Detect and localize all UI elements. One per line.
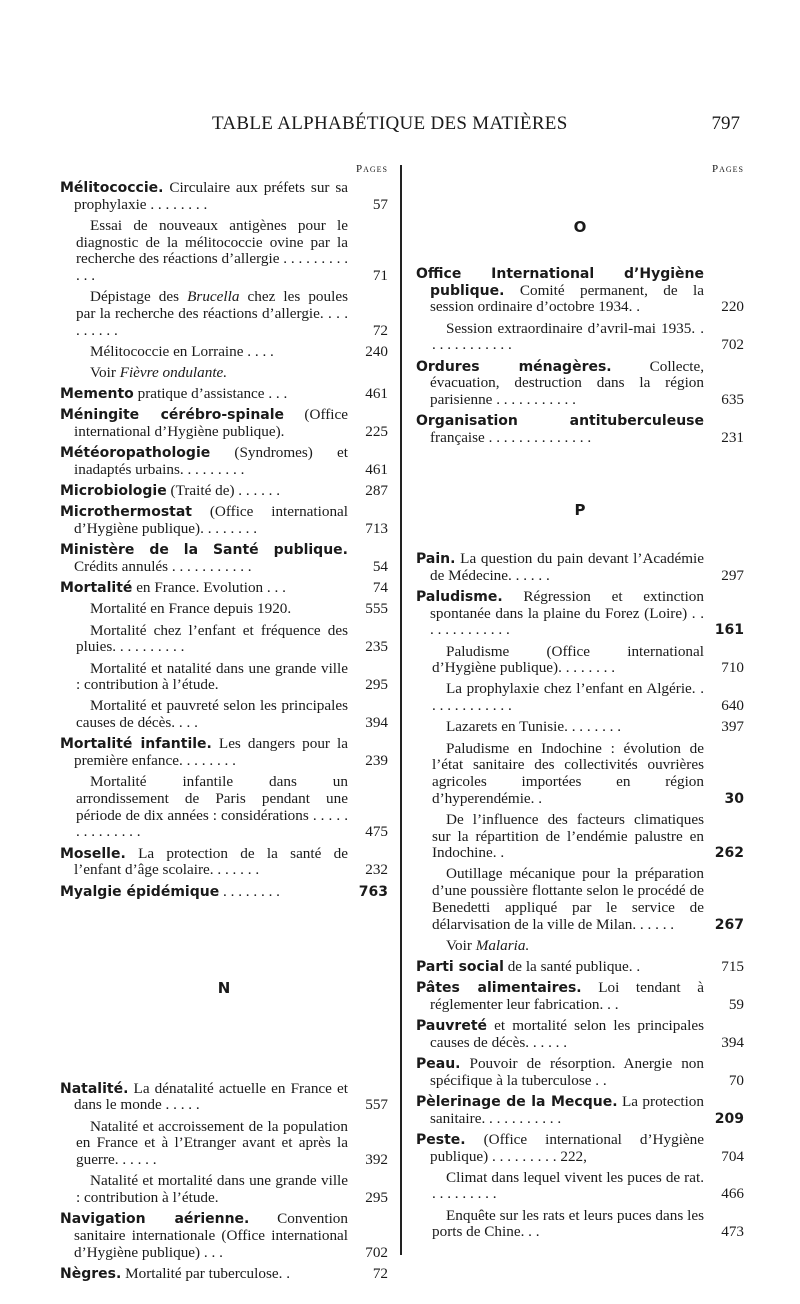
see-also-reference — [60, 365, 388, 382]
column-divider — [400, 165, 402, 1255]
entry-heading: Organisation antituberculeuse — [416, 413, 704, 430]
page-reference: 262 — [714, 845, 744, 862]
page-reference: 30 — [724, 790, 744, 807]
entry-text: chez les poules par la recherche des réactions d’allergie. . . . . . . . . . — [76, 288, 348, 339]
entry-text: Régression et extinction spontanée dans la plaine du Forez (Loire) . . . . . . . . . . . . . — [430, 587, 704, 639]
entry-text: Mélitococcie en Lorraine . . . . — [90, 342, 274, 360]
entry-heading: Natalité. — [60, 1080, 129, 1097]
index-subentry — [416, 719, 744, 736]
entry-heading: Moselle. — [60, 845, 126, 862]
index-entry — [416, 413, 744, 446]
right-column — [416, 158, 744, 1246]
page-reference: 702 — [365, 1243, 388, 1261]
entry-heading: Office International d’Hygiène publique. — [416, 266, 704, 299]
page-header — [0, 113, 800, 143]
entries-block — [60, 180, 388, 900]
entry-italic-term: Brucella — [187, 288, 240, 306]
entry-text: Les dangers pour la première enfance. . . . . . . . — [74, 735, 348, 770]
index-subentry — [60, 661, 388, 694]
entry-heading: Peau. — [416, 1056, 461, 1073]
page-reference: 54 — [372, 558, 388, 576]
index-entry — [60, 1211, 388, 1261]
index-entry — [416, 266, 744, 316]
section-letter-p: P — [574, 501, 586, 520]
index-entry — [416, 551, 744, 584]
page-reference: 287 — [365, 482, 388, 500]
see-also-target: Fièvre ondulante. — [119, 364, 228, 382]
page-reference: 232 — [365, 861, 388, 879]
see-also-target: Malaria. — [475, 936, 530, 954]
entry-text: Convention sanitaire internationale (Office international d’Hygiène publique) . . . — [74, 1210, 348, 1261]
index-subentry — [60, 601, 388, 618]
page-reference: 704 — [721, 1147, 744, 1165]
entry-heading: Mortalité — [60, 580, 133, 597]
entries-block — [60, 1081, 388, 1283]
index-subentry — [60, 1173, 388, 1206]
entry-text: (Office international d’Hygiène publique). — [74, 406, 348, 441]
entry-text: De l’influence des facteurs climatiques sur la répartition de l’endémie palustre en Indochine. . — [432, 810, 704, 862]
page-reference: 209 — [714, 1110, 744, 1127]
entry-heading: Méningite cérébro-spinale — [60, 407, 285, 424]
entry-text: (Office international d’Hygiène publique) . . . . . . . . . 222, — [430, 1130, 704, 1165]
entry-text: et mortalité selon les principales causes de décès. . . . . . — [430, 1017, 704, 1051]
index-subentry — [416, 1208, 744, 1241]
entry-text: Session extraordinaire d’avril-mai 1935. . . . . . . . . . . . . — [432, 319, 704, 354]
entry-text: (Traité de) . . . . . . — [166, 482, 281, 500]
index-entry — [60, 1081, 388, 1114]
index-subentry — [416, 866, 744, 933]
entry-heading: Paludisme. — [416, 588, 503, 605]
entry-heading: Mélitococcie. — [60, 180, 164, 196]
page-reference: 72 — [372, 1264, 388, 1282]
entry-text: Natalité et accroissement de la population en France et à l’Etranger avant et après la guerre. . . . . . — [76, 1117, 348, 1169]
entry-text: (Syndromes) et inadaptés urbains. . . . . . . . . — [74, 444, 348, 479]
entry-heading: Mortalité infantile. — [60, 736, 212, 753]
page-title: TABLE ALPHABÉTIQUE DES MATIÈRES — [212, 113, 568, 134]
index-entry — [60, 445, 388, 478]
index-subentry — [416, 812, 744, 862]
page-reference: 235 — [365, 638, 388, 656]
page-reference: 225 — [365, 423, 388, 441]
entry-heading: Pâtes alimentaires. — [416, 980, 582, 997]
entry-text: française . . . . . . . . . . . . . . — [430, 428, 592, 446]
page-reference: 71 — [372, 267, 388, 285]
index-entry — [60, 386, 388, 403]
entry-text: Lazarets en Tunisie. . . . . . . . — [446, 718, 622, 736]
entry-heading: Météoropathologie — [60, 445, 211, 462]
page-reference: 715 — [721, 958, 744, 975]
entry-text: Outillage mécanique pour la préparation d’une poussière flottante selon le procédé de Benedetti appliqué par le service de délarvisation de la ville de Milan. . . . . . — [432, 865, 704, 933]
entry-text: Pouvoir de résorption. Anergie non spécifique à la tuberculose . . — [430, 1055, 704, 1089]
entry-text: Mortalité infantile dans un arrondissement de Paris pendant une période de dix années : considérations . . . . . . . . . . . . . . — [76, 773, 348, 841]
index-subentry — [416, 741, 744, 808]
entry-heading: Peste. — [416, 1131, 466, 1148]
index-subentry — [416, 1170, 744, 1203]
page-number: 797 — [711, 113, 740, 134]
entry-text: Circulaire aux préfets sur sa prophylaxie . . . . . . . . — [74, 179, 348, 213]
index-subentry — [60, 698, 388, 731]
index-entry — [416, 1132, 744, 1165]
entry-text: de la santé publique. . — [503, 958, 641, 975]
index-subentry — [60, 218, 388, 285]
page-reference: 394 — [365, 714, 388, 732]
page-reference: 392 — [365, 1151, 388, 1169]
entry-heading: Pèlerinage de la Mecque. — [416, 1093, 618, 1110]
see-also-prefix: Voir — [90, 364, 120, 382]
page-reference: 70 — [728, 1071, 744, 1089]
entry-text: Mortalité en France depuis 1920. — [90, 600, 292, 618]
entry-heading: Pain. — [416, 551, 456, 568]
page-reference: 557 — [365, 1096, 388, 1114]
page-reference: 713 — [365, 520, 388, 538]
index-entry — [60, 1266, 388, 1283]
index-entry — [416, 589, 744, 639]
entry-text: Loi tendant à réglementer leur fabrication. . . — [430, 979, 704, 1013]
page-reference: 763 — [358, 883, 388, 900]
page-reference: 461 — [365, 385, 388, 403]
page-reference: 635 — [721, 390, 744, 408]
see-also-prefix: Voir — [446, 936, 476, 954]
entry-text: Collecte, évacuation, destruction dans la région parisienne . . . . . . . . . . . — [430, 357, 705, 408]
index-entry — [60, 180, 388, 213]
index-entry — [60, 542, 388, 575]
index-entry — [60, 846, 388, 879]
index-entry — [416, 1018, 744, 1051]
entry-text: Mortalité par tuberculose. . — [121, 1264, 290, 1282]
page-reference: 466 — [721, 1185, 744, 1203]
entries-block — [416, 551, 744, 1241]
page-reference: 297 — [721, 566, 744, 584]
entry-heading: Ministère de la Santé publique. — [60, 542, 348, 559]
index-subentry — [416, 681, 744, 714]
entry-text: . . . . . . . . — [219, 882, 280, 900]
index-entry — [60, 504, 388, 537]
entry-heading: Pauvreté — [416, 1018, 488, 1035]
page-reference: 57 — [372, 195, 388, 213]
page-reference: 220 — [721, 298, 744, 316]
page-reference: 710 — [721, 659, 744, 677]
page-reference: 161 — [714, 622, 744, 639]
index-entry — [416, 959, 744, 976]
entry-text: La prophylaxie chez l’enfant en Algérie. . . . . . . . . . . . . — [432, 680, 704, 715]
page-reference: 475 — [365, 823, 388, 841]
index-entry — [416, 1056, 744, 1089]
index-entry — [416, 1094, 744, 1127]
page-reference: 231 — [721, 428, 744, 446]
index-entry — [60, 884, 388, 901]
entry-text: Dépistage des — [90, 288, 188, 306]
page-reference: 461 — [365, 461, 388, 479]
page-reference: 394 — [721, 1033, 744, 1051]
entry-text: en France. Evolution . . . — [132, 579, 286, 597]
entry-text: Enquête sur les rats et leurs puces dans les ports de Chine. . . — [432, 1206, 704, 1241]
pages-label: Pages — [355, 163, 388, 175]
index-subentry — [60, 289, 388, 339]
index-subentry — [60, 623, 388, 656]
section-letter-o: O — [573, 218, 587, 236]
page-reference: 295 — [365, 676, 388, 694]
entry-text: Mortalité et pauvreté selon les principales causes de décès. . . . — [76, 697, 348, 732]
entry-text: Mortalité chez l’enfant et fréquence des pluies. . . . . . . . . . — [76, 621, 348, 656]
page-reference: 59 — [728, 995, 744, 1013]
index-entry — [60, 407, 388, 440]
entry-heading: Myalgie épidémique — [60, 883, 220, 900]
entry-text: Climat dans lequel vivent les puces de rat. . . . . . . . . . — [432, 1168, 704, 1203]
page-reference: 74 — [372, 579, 388, 597]
entry-text: (Office international d’Hygiène publique). . . . . . . . — [74, 503, 348, 538]
page-reference: 702 — [721, 336, 744, 354]
entry-heading: Memento — [60, 386, 134, 403]
page-reference: 72 — [372, 321, 388, 339]
page-reference: 555 — [365, 600, 388, 618]
entry-text: La dénatalité actuelle en France et dans le monde . . . . . — [74, 1079, 348, 1114]
entry-text: La protection de la santé de l’enfant d’âge scolaire. . . . . . . — [74, 844, 348, 879]
left-column — [60, 158, 388, 1287]
page-reference: 240 — [365, 342, 388, 360]
index-subentry — [416, 644, 744, 677]
entry-text: La question du pain devant l’Académie de Médecine. . . . . . — [430, 550, 704, 584]
index-entry — [60, 483, 388, 500]
pages-label: Pages — [711, 163, 744, 175]
entry-text: Comité permanent, de la session ordinaire d’octobre 1934. . — [430, 281, 704, 316]
page-reference: 267 — [714, 916, 744, 933]
entries-block — [416, 266, 744, 447]
entry-text: Paludisme (Office international d’Hygiène publique). . . . . . . . — [432, 642, 704, 677]
page-reference: 397 — [721, 718, 744, 736]
index-subentry — [416, 321, 744, 354]
entry-text: Crédits annulés . . . . . . . . . . . — [74, 558, 252, 576]
entry-text: Essai de nouveaux antigènes pour le diagnostic de la mélitococcie ovine par la recherche des réactions d’allergie . . . . . . . . . . . . — [76, 216, 348, 285]
page-reference: 239 — [365, 752, 388, 770]
entry-heading: Parti social — [416, 959, 504, 975]
index-entry — [416, 980, 744, 1013]
entry-heading: Nègres. — [60, 1265, 122, 1282]
index-entry — [416, 359, 744, 409]
entry-text: Paludisme en Indochine : évolution de l’état sanitaire des collectivités ouvrières agricoles importées en région d’hyperendémie. . — [432, 739, 704, 807]
index-subentry — [60, 344, 388, 361]
page-reference: 295 — [365, 1188, 388, 1206]
index-entry — [60, 736, 388, 769]
page-reference: 473 — [721, 1223, 744, 1241]
entry-text: Mortalité et natalité dans une grande ville : contribution à l’étude. — [76, 659, 348, 694]
entry-text: Natalité et mortalité dans une grande ville : contribution à l’étude. — [76, 1172, 348, 1206]
index-subentry — [60, 774, 388, 841]
entry-text: pratique d’assistance . . . — [133, 385, 288, 403]
entry-heading: Ordures ménagères. — [416, 358, 612, 375]
entry-heading: Microbiologie — [60, 483, 167, 500]
index-subentry — [60, 1119, 388, 1169]
entry-heading: Microthermostat — [60, 504, 192, 521]
see-also-reference — [416, 938, 744, 955]
entry-heading: Navigation aérienne. — [60, 1211, 250, 1228]
page-reference: 640 — [721, 697, 744, 715]
section-letter-n: N — [217, 978, 231, 997]
index-entry — [60, 580, 388, 597]
entry-text: La protection sanitaire. . . . . . . . . . . — [430, 1092, 704, 1127]
